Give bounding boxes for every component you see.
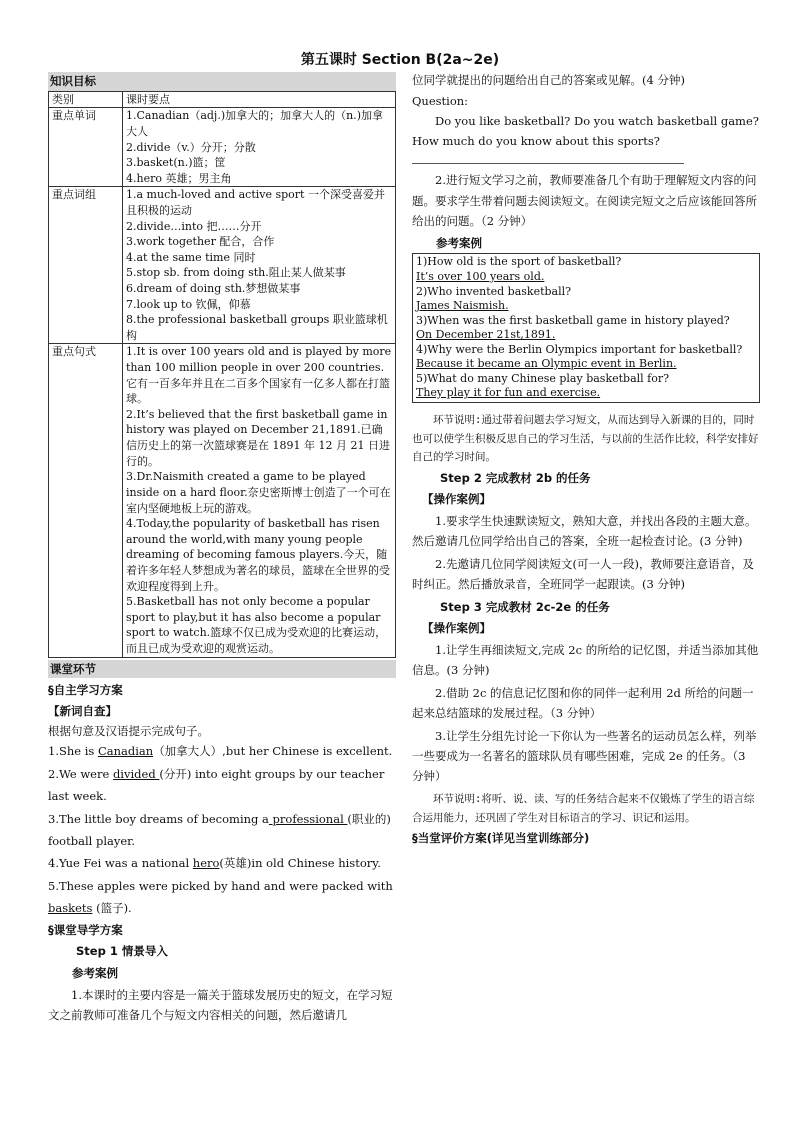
point-item: 2.It’s believed that the first basketball game in history was played on December 21,1891.已确信历史上的第一次篮球赛是在 1891 年 12 月 21 日进行的。 — [126, 407, 390, 468]
point-item: 5.stop sb. from doing sth.阻止某人做某事 — [126, 266, 346, 280]
sentence-text: (篮子). — [92, 901, 132, 916]
note-1: 环节说明:通过带着问题去学习短文，从而达到导入新课的目的，同时也可以使学生积极反思自己的学习生活，与以前的生活作比较，科学安排好自己的学习时间。 — [412, 413, 759, 464]
op-case-label: 【操作案例】 — [422, 491, 491, 506]
step1-text: 1.本课时的主要内容是一篇关于篮球发展历史的短文，在学习短文之前教师可准备几个与短文内容相关的问题，然后邀请几 — [48, 987, 393, 1023]
qa-answer: It’s over 100 years old. — [416, 270, 545, 283]
point-item: 3.Dr.Naismith created a game to be played inside on a hard floor.奈史密斯博士创造了一个可在室内坚硬地板上玩的游戏。 — [126, 470, 391, 515]
qa-question: 2)Who invented basketball? — [416, 284, 572, 298]
guide-heading: §课堂导学方案 — [48, 922, 123, 937]
new-words-heading: 【新词自查】 — [48, 703, 117, 718]
goals-heading: 知识目标 — [48, 72, 396, 91]
point-item: 1.Canadian（adj.)加拿大的；加拿大人的（n.)加拿大人 — [126, 109, 383, 138]
continued-text: 位同学就提出的问题给出自己的答案或见解。(4 分钟) — [412, 73, 685, 87]
point-item: 2.divide（v.）分开；分散 — [126, 140, 256, 154]
question-text: Do you like basketball? Do you watch basketball game?How much do you know about this sports? — [412, 114, 759, 148]
step2-para1: 1.要求学生快速默读短文，熟知大意，并找出各段的主题大意。然后邀请几位同学给出自己的答案，全班一起检查讨论。(3 分钟) — [412, 513, 757, 548]
point-item: 1.a much-loved and active sport 一个深受喜爱并且积极的运动 — [126, 188, 385, 217]
point-item: 3.basket(n.)篮；筐 — [126, 156, 226, 170]
self-study-heading: §自主学习方案 — [48, 683, 123, 698]
row-points — [123, 187, 396, 344]
point-item: 3.work together 配合，合作 — [126, 235, 275, 249]
point-item: 7.look up to 钦佩，仰慕 — [126, 297, 251, 311]
step2-para2: 2.先邀请几位同学阅读短文(可一人一段)，教师要注意语音，及时纠正。然后播放录音，全班同学一起跟读。(3 分钟) — [412, 556, 754, 592]
answer-blank: baskets — [48, 901, 93, 916]
qa-question: 3)When was the first basketball game in history played? — [416, 313, 730, 327]
step3-para3: 3.让学生分组先讨论一下你认为一些著名的运动员怎么样，列举一些要成为一名著名的篮球队员有哪些困难，完成 2e 的任务。（3 分钟） — [412, 729, 757, 784]
step3-para1: 1.让学生再细读短文,完成 2c 的所给的记忆图，并适当添加其他信息。(3 分钟) — [412, 642, 759, 677]
table-row — [49, 187, 396, 344]
point-item: 4.at the same time 同时 — [126, 250, 256, 264]
qa-question: 4)Why were the Berlin Olympics important for basketball? — [416, 342, 743, 356]
sentence-text: 1.She is — [48, 744, 98, 759]
sentence-text: (分开) into eight groups by our teacher last week. — [48, 766, 385, 804]
list-item — [48, 740, 396, 762]
class-heading: 课堂环节 — [48, 660, 396, 679]
list-item — [48, 763, 396, 808]
col-header-points: 课时要点 — [123, 91, 396, 108]
row-category: 重点词组 — [49, 187, 123, 344]
list-item — [48, 875, 396, 920]
sentence-text: (英雄)in old Chinese history. — [219, 856, 381, 871]
point-item: 1.It is over 100 years old and is played by more than 100 million people in over 200 countries.它有一百多年并且在二百多个国家有一亿多人都在打篮球。 — [126, 345, 392, 406]
right-column — [412, 72, 760, 847]
point-item: 4.hero 英雄；男主角 — [126, 171, 232, 185]
ref-case-label: 参考案例 — [436, 235, 482, 250]
point-item: 5.Basketball has not only become a popular sport to play,but it has also become a popular sport to watch.篮球不仅已成为受欢迎的比赛运动，而且已成为受欢迎的观赏运动。 — [126, 595, 387, 655]
answer-blank: professional — [268, 811, 348, 826]
answer-blank: divided — [112, 766, 160, 781]
note-2: 环节说明:将听、说、读、写的任务结合起来不仅锻炼了学生的语言综合运用能力，还巩固了学生对目标语言的学习、识记和运用。 — [412, 793, 755, 825]
sentence-text: 4.Yue Fei was a national — [48, 856, 193, 871]
table-row — [49, 344, 396, 657]
sentence-text: （加拿大人）,but her Chinese is excellent. — [153, 744, 393, 759]
sentence-text: (职业的) football player. — [48, 811, 391, 848]
answer-blank: hero — [192, 856, 220, 871]
qa-answer: They play it for fun and exercise. — [416, 386, 601, 400]
answer-line — [412, 151, 684, 164]
step3-heading: Step 3 完成教材 2c-2e 的任务 — [440, 600, 610, 615]
sentence-text: 5.These apples were picked by hand and were packed with — [48, 878, 393, 893]
qa-answer: Because it became an Olympic event in Berlin. — [416, 357, 677, 371]
para2: 2.进行短文学习之前，教师要准备几个有助于理解短文内容的问题。要求学生带着问题去阅读短文。在阅读完短文之后应该能回答所给出的问题。（2 分钟） — [412, 173, 757, 228]
answer-blank: Canadian — [97, 744, 154, 759]
row-points — [123, 344, 396, 657]
left-column — [48, 72, 396, 1026]
sentence-text: 2.We were — [48, 766, 113, 781]
goals-table — [48, 91, 396, 658]
point-item: 2.divide…into 把……分开 — [126, 219, 262, 233]
sentence-text: 3.The little boy dreams of becoming a — [48, 811, 269, 826]
instruction: 根据句意及汉语提示完成句子。 — [48, 723, 209, 738]
row-points — [123, 108, 396, 187]
list-item — [48, 808, 396, 853]
ref-case-label: 参考案例 — [72, 966, 118, 981]
row-category: 重点句式 — [49, 344, 123, 657]
qa-question: 1)How old is the sport of basketball? — [416, 255, 622, 269]
qa-box — [412, 253, 760, 402]
table-row — [49, 108, 396, 187]
point-item: 8.the professional basketball groups 职业篮球机构 — [126, 313, 388, 342]
qa-answer: James Naismish. — [416, 299, 509, 313]
step3-para2: 2.借助 2c 的信息记忆图和你的同伴一起利用 2d 所给的问题一起来总结篮球的发展过程。（3 分钟） — [412, 685, 754, 720]
step2-heading: Step 2 完成教材 2b 的任务 — [440, 471, 591, 486]
point-item: 6.dream of doing sth.梦想做某事 — [126, 281, 301, 295]
list-item — [48, 852, 396, 874]
row-category: 重点单词 — [49, 108, 123, 187]
eval-heading: §当堂评价方案(详见当堂训练部分) — [412, 831, 590, 846]
step1-heading: Step 1 情景导入 — [76, 944, 168, 959]
table-header-row — [49, 91, 396, 108]
page-title: 第五课时 Section B(2a~2e) — [300, 52, 500, 68]
op-case-label: 【操作案例】 — [422, 620, 491, 635]
qa-question: 5)What do many Chinese play basketball for? — [416, 371, 670, 385]
point-item: 4.Today,the popularity of basketball has risen around the world,with many young people dreaming of becoming famous players.今天，随着许多年轻人梦想成为著名的球员，篮球在全世界的受欢迎程度得到上升。 — [126, 517, 390, 593]
col-header-category: 类别 — [49, 91, 123, 108]
question-label: Question: — [412, 93, 469, 108]
sentence-list — [48, 740, 396, 919]
qa-answer: On December 21st,1891. — [416, 328, 556, 342]
